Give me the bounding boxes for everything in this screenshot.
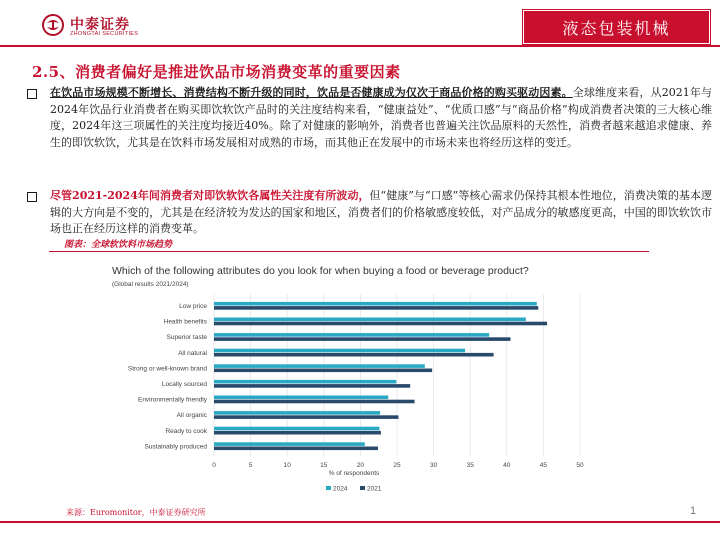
company-logo [42,14,162,40]
category-label: Locally sourced [161,381,207,388]
chart-title: Which of the following attributes do you look for when buying a food or beverage product? [112,265,529,277]
category-label: All natural [178,349,207,357]
source-note: 来源：Euromonitor，中泰证券研究所 [66,508,206,517]
x-tick-label: 15 [320,462,328,469]
bar-2024 [214,396,388,400]
attributes-bar-chart [100,258,620,498]
x-tick-label: 0 [212,462,216,469]
chart-x-tick-labels [212,462,584,469]
chart-category-labels [128,303,208,450]
paragraph-1 [50,85,712,151]
paragraph-1-lead: 在饮品市场规模不断增长、消费结构不断升级的同时，饮品是否健康成为仅次于商品价格的购买驱动因素。 [50,86,573,99]
category-label: Ready to cook [165,427,207,435]
legend-swatch-2024 [326,486,331,490]
x-tick-label: 30 [429,462,438,469]
bar-2021 [214,400,415,404]
bar-2021 [214,415,398,419]
bullet-square-icon [27,192,37,202]
bar-2024 [214,333,489,337]
bar-2021 [214,431,381,435]
bar-2024 [214,427,379,431]
category-title: 液态包装机械 [562,18,671,38]
logo-english-name: ZHONGTAI SECURITIES [70,31,139,37]
bar-2021 [214,447,378,451]
x-tick-label: 40 [503,462,511,469]
x-tick-label: 50 [576,462,584,469]
paragraph-2-body: 但“健康”与“口感”等核心需求仍保持其根本性地位，消费决策的基本逻辑的大方向是不变的，尤其是在经济较为发达的国家和地区，消费者们的价格敏感度较低，对产品成分的敏感度更高，中国的即饮软饮市场也正在经历这样的消费变革。 [50,189,712,235]
x-tick-label: 10 [283,462,291,469]
bar-2021 [214,353,494,357]
paragraph-1-body: 全球维度来看，从2021年与2024年饮品行业消费者在购买即饮软饮产品时的关注度结构来看，“健康益处”、“优质口感”与“商品价格”构成消费者决策的三大核心维度，2024年这三项属性的关注度均接近40%。除了对健康的影响外，消费者也普遍关注饮品原料的天然性，消费者越来越追求健康、养生的即饮软饮，尤其是在饮料市场发展相对成熟的市场，而其他正在发展中的市场未来也将经历这样的变迁。 [50,86,713,149]
bar-2024 [214,349,465,353]
paragraph-2-lead: 尽管2021-2024年间消费者对即饮软饮各属性关注度有所波动， [50,189,370,202]
chart-subtitle: (Global results 2021/2024) [112,281,189,288]
zhongtai-logo-icon [42,14,64,36]
x-tick-label: 20 [356,462,365,469]
bar-2024 [214,411,380,415]
paragraph-2 [50,188,712,238]
section-title: 2.5、消费者偏好是推进饮品市场消费变革的重要因素 [32,63,401,81]
category-label: Health benefits [163,318,207,326]
bar-2021 [214,306,538,310]
category-title-box [523,10,710,44]
category-label: Strong or well-known brand [127,365,207,373]
category-label: Superior taste [166,334,207,342]
category-label: Low price [179,303,207,310]
x-tick-label: 35 [466,462,474,469]
legend-label-2021: 2021 [367,485,382,493]
bar-2024 [214,364,425,368]
x-axis-label: % of respondents [328,470,380,477]
logo-chinese-name: 中泰证券 [70,16,130,32]
chart-legend [326,486,382,493]
x-tick-label: 45 [539,462,548,469]
bullet-square-icon [27,89,37,99]
category-label: Sustainably produced [144,443,207,451]
legend-swatch-2021 [360,486,365,490]
figure-label: 图表：全球软饮料市场趋势 [49,238,649,252]
bar-2021 [214,369,432,373]
x-tick-label: 5 [248,462,253,469]
category-label: All organic [176,412,207,420]
bar-2024 [214,442,365,446]
footer-divider [0,521,720,523]
bar-2024 [214,380,396,384]
bar-2024 [214,302,537,306]
page-number: 1 [690,505,697,517]
x-tick-label: 25 [393,462,401,469]
header-divider [0,45,720,47]
bar-2021 [214,322,547,326]
bar-2024 [214,318,526,322]
bar-2021 [214,337,510,341]
bar-2021 [214,384,410,388]
chart-bars [214,302,547,450]
category-label: Environmentally friendly [137,396,207,404]
legend-label-2024: 2024 [333,485,348,493]
